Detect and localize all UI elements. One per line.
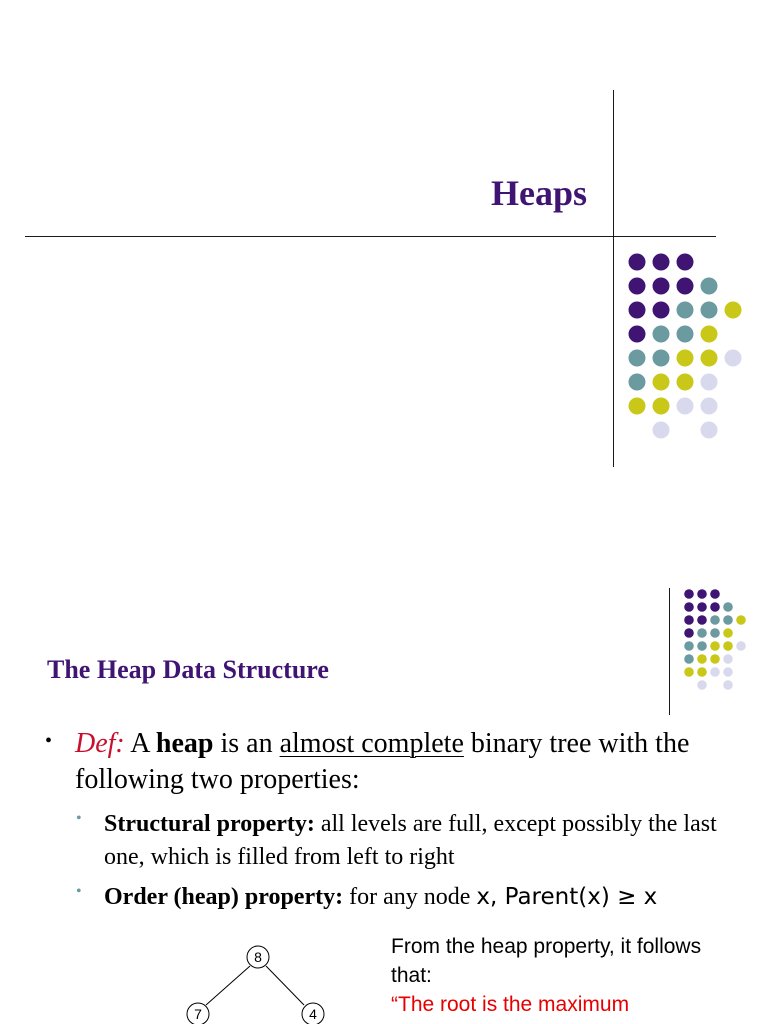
def-text-c: binary tree with the following two properties: bbox=[75, 728, 690, 795]
decorative-dot bbox=[684, 667, 694, 677]
decorative-dot bbox=[697, 615, 707, 625]
decorative-dot bbox=[710, 641, 720, 651]
decorative-dot bbox=[723, 628, 733, 638]
decorative-dot bbox=[684, 641, 694, 651]
decorative-dot bbox=[701, 326, 718, 343]
decorative-dot bbox=[710, 667, 720, 677]
order-text: for any node bbox=[343, 884, 477, 910]
decorative-dot bbox=[701, 350, 718, 367]
decorative-dot bbox=[723, 667, 733, 677]
order-label: Order (heap) property: bbox=[104, 884, 344, 910]
decorative-dot bbox=[684, 602, 694, 612]
definition-bullet bbox=[75, 726, 715, 798]
decorative-dot bbox=[701, 302, 718, 319]
decorative-dot bbox=[723, 654, 733, 664]
def-text-b: is an bbox=[213, 728, 280, 759]
decorative-dot bbox=[677, 398, 694, 415]
decorative-dot bbox=[677, 350, 694, 367]
decorative-dot-grid-small bbox=[680, 585, 760, 700]
decorative-dot bbox=[725, 302, 742, 319]
sub-bullet-marker: • bbox=[76, 883, 82, 900]
decorative-dot bbox=[684, 615, 694, 625]
decorative-dot bbox=[684, 628, 694, 638]
decorative-dot-grid-large bbox=[620, 245, 750, 440]
decorative-dot bbox=[710, 654, 720, 664]
tree-node-right bbox=[302, 1003, 324, 1024]
def-text-a: A bbox=[124, 728, 156, 759]
decorative-dot bbox=[697, 641, 707, 651]
content-slide-vertical-rule bbox=[669, 588, 670, 715]
decorative-dot bbox=[629, 326, 646, 343]
order-code: x, Parent(x) ≥ x bbox=[476, 884, 658, 910]
decorative-dot bbox=[677, 278, 694, 295]
decorative-dot bbox=[653, 254, 670, 271]
decorative-dot bbox=[697, 602, 707, 612]
decorative-dot bbox=[701, 422, 718, 439]
decorative-dot bbox=[723, 641, 733, 651]
order-property-bullet bbox=[104, 881, 744, 914]
decorative-dot bbox=[697, 628, 707, 638]
decorative-dot bbox=[677, 302, 694, 319]
decorative-dot bbox=[701, 278, 718, 295]
decorative-dot bbox=[736, 641, 746, 651]
decorative-dot bbox=[723, 602, 733, 612]
tree-edge-right bbox=[266, 966, 304, 1005]
decorative-dot bbox=[653, 350, 670, 367]
decorative-dot bbox=[723, 680, 733, 690]
decorative-dot bbox=[653, 374, 670, 391]
tree-node-left-label: 7 bbox=[194, 1006, 202, 1022]
structural-text: all levels are full, except possibly the last one, which is filled from left to right bbox=[104, 811, 717, 870]
structural-label: Structural property: bbox=[104, 811, 315, 837]
def-bold-word: heap bbox=[155, 728, 214, 759]
decorative-dot bbox=[725, 350, 742, 367]
decorative-dot bbox=[723, 615, 733, 625]
decorative-dot bbox=[697, 589, 707, 599]
decorative-dot bbox=[684, 589, 694, 599]
decorative-dot bbox=[710, 628, 720, 638]
decorative-dot bbox=[629, 302, 646, 319]
tree-edge-left bbox=[206, 966, 250, 1005]
def-label: Def: bbox=[75, 728, 125, 759]
decorative-dot bbox=[677, 254, 694, 271]
decorative-dot bbox=[629, 350, 646, 367]
decorative-dot bbox=[697, 654, 707, 664]
title-slide-horizontal-rule bbox=[25, 236, 716, 237]
decorative-dot bbox=[629, 254, 646, 271]
decorative-dot bbox=[653, 398, 670, 415]
decorative-dot bbox=[653, 278, 670, 295]
section-heading: The Heap Data Structure bbox=[47, 655, 329, 684]
decorative-dot bbox=[653, 302, 670, 319]
heap-tree-diagram bbox=[170, 940, 350, 1024]
decorative-dot bbox=[701, 374, 718, 391]
decorative-dot bbox=[684, 654, 694, 664]
tree-node-root-label: 8 bbox=[254, 949, 262, 965]
structural-property-bullet bbox=[104, 808, 744, 874]
decorative-dot bbox=[629, 398, 646, 415]
slide-title: Heaps bbox=[490, 173, 587, 213]
decorative-dot bbox=[710, 589, 720, 599]
decorative-dot bbox=[710, 615, 720, 625]
title-slide-vertical-rule bbox=[613, 90, 614, 467]
side-note-text: From the heap property, it follows that: bbox=[391, 935, 702, 987]
tree-node-left bbox=[187, 1003, 209, 1024]
decorative-dot bbox=[697, 680, 707, 690]
side-note-quote: “The root is the maximum bbox=[391, 993, 630, 1016]
decorative-dot bbox=[677, 374, 694, 391]
decorative-dot bbox=[629, 374, 646, 391]
decorative-dot bbox=[697, 667, 707, 677]
decorative-dot bbox=[736, 615, 746, 625]
sub-bullet-marker: • bbox=[76, 810, 82, 827]
decorative-dot bbox=[653, 326, 670, 343]
decorative-dot bbox=[653, 422, 670, 439]
tree-node-right-label: 4 bbox=[309, 1006, 317, 1022]
tree-node-root bbox=[247, 946, 269, 968]
side-note bbox=[391, 932, 731, 1019]
def-underlined: almost complete bbox=[279, 728, 464, 759]
bullet-marker: • bbox=[45, 730, 53, 752]
decorative-dot bbox=[701, 398, 718, 415]
decorative-dot bbox=[710, 602, 720, 612]
decorative-dot bbox=[629, 278, 646, 295]
decorative-dot bbox=[677, 326, 694, 343]
